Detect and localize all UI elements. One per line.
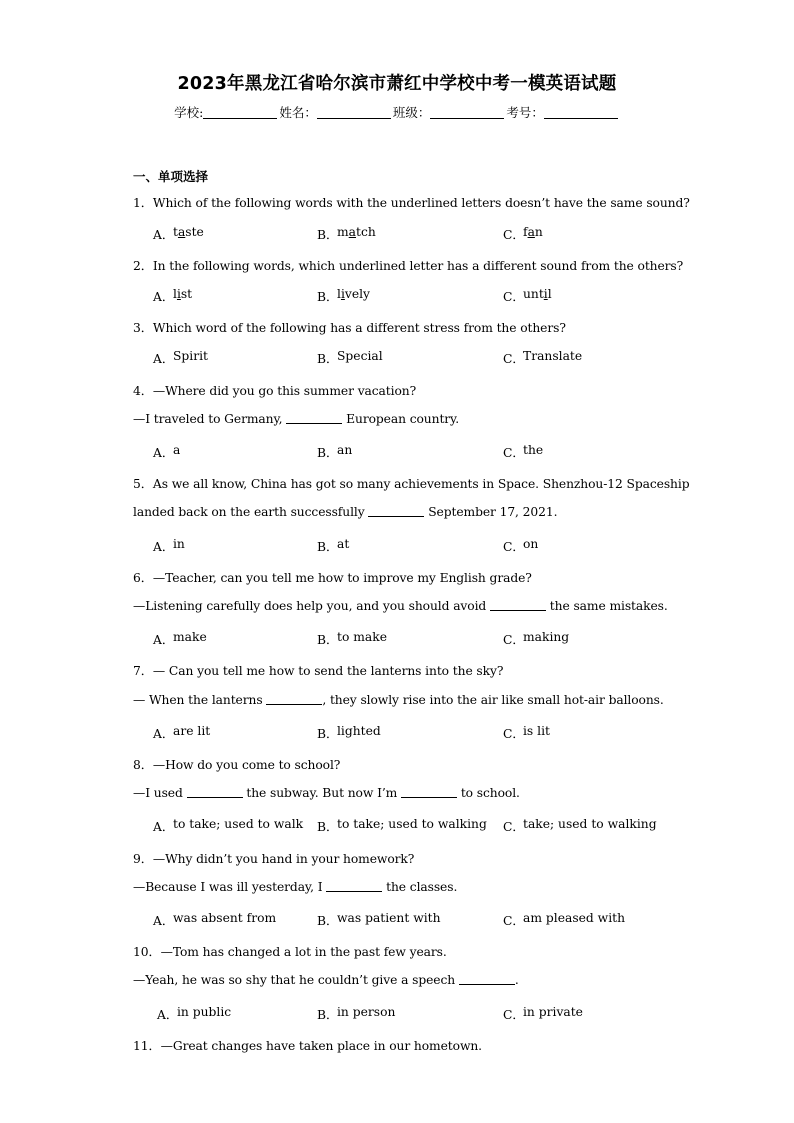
question-text: to school. [457, 786, 520, 800]
option-text: m [337, 225, 349, 239]
underlined-letter: a [527, 225, 535, 239]
option-a[interactable]: in public [177, 1005, 232, 1019]
question-text: September 17, 2021. [424, 505, 558, 519]
question-9-stem [133, 849, 414, 867]
exam-no-blank[interactable] [544, 106, 618, 119]
question-10-stem [133, 942, 447, 960]
option-letter: B． [317, 727, 339, 741]
question-number: 5． [133, 477, 153, 491]
option-letter: C． [503, 914, 525, 928]
question-7-stem [133, 661, 503, 679]
underlined-letter: i [340, 287, 345, 301]
question-text: —Because I was ill yesterday, I [133, 880, 327, 894]
student-info-line [0, 103, 794, 121]
option-text: f [523, 225, 528, 239]
option-a[interactable]: in [173, 537, 185, 551]
answer-blank[interactable] [401, 786, 457, 798]
question-text: landed back on the earth successfully [133, 505, 369, 519]
option-c[interactable] [523, 225, 543, 239]
option-letter: B． [317, 633, 339, 647]
question-text: As we all know, China has got so many achievements in Space. Shenzhou-12 Spaceship [152, 477, 690, 491]
option-letter: C． [503, 446, 525, 460]
question-number: 8． [133, 758, 153, 772]
question-text: —Where did you go this summer vacation? [152, 384, 417, 398]
question-number: 1． [133, 196, 153, 210]
question-10-line2 [133, 973, 519, 987]
option-a[interactable]: Spirit [173, 349, 208, 363]
option-b[interactable]: Special [337, 349, 383, 363]
question-number: 11． [133, 1039, 161, 1053]
option-c[interactable]: is lit [523, 724, 550, 738]
question-8-stem [133, 755, 340, 773]
question-text: the classes. [382, 880, 458, 894]
option-text: vely [344, 287, 370, 301]
question-3-stem [133, 318, 566, 336]
option-text: n [534, 225, 543, 239]
option-text: ste [185, 225, 204, 239]
question-number: 7． [133, 664, 153, 678]
option-letter: A． [153, 820, 175, 834]
option-a[interactable]: to take; used to walk [173, 817, 304, 831]
option-text: st [180, 287, 193, 301]
question-8-line2 [133, 786, 520, 800]
question-text: —Listening carefully does help you, and you should avoid [133, 599, 490, 613]
option-b[interactable] [337, 225, 376, 239]
question-text: the subway. But now I’m [242, 786, 402, 800]
option-c[interactable] [523, 287, 552, 301]
school-blank[interactable] [203, 106, 277, 119]
option-text: unt [523, 287, 544, 301]
question-text: —Teacher, can you tell me how to improve my English grade? [152, 571, 532, 585]
option-letter: C． [503, 228, 525, 242]
question-text: — Can you tell me how to send the lanterns into the sky? [152, 664, 504, 678]
option-text: tch [356, 225, 376, 239]
underlined-letter: a [177, 225, 186, 239]
option-c[interactable]: making [523, 630, 570, 644]
question-number: 10． [133, 945, 161, 959]
option-letter: A． [153, 633, 175, 647]
option-a[interactable]: are lit [173, 724, 211, 738]
option-letter: A． [153, 352, 175, 366]
option-c[interactable]: the [523, 443, 544, 457]
option-letter: B． [317, 290, 339, 304]
class-blank[interactable] [430, 106, 504, 119]
question-6-stem [133, 568, 532, 586]
option-letter: A． [153, 228, 175, 242]
option-c[interactable]: take; used to walking [523, 817, 657, 831]
question-5-stem [133, 474, 689, 492]
question-number: 6． [133, 571, 153, 585]
question-number: 3． [133, 321, 153, 335]
answer-blank[interactable] [286, 412, 342, 424]
exam-no-label: 考号： [506, 105, 544, 120]
question-4-stem [133, 381, 416, 399]
option-c[interactable]: on [523, 537, 539, 551]
question-7-line2 [133, 693, 664, 707]
question-text: Which of the following words with the underlined letters doesn’t have the same sound? [152, 196, 690, 210]
option-letter: B． [317, 228, 339, 242]
answer-blank[interactable] [187, 786, 243, 798]
option-c[interactable]: in private [523, 1005, 583, 1019]
option-a[interactable]: make [173, 630, 207, 644]
option-letter: B． [317, 540, 339, 554]
name-label: 姓名： [279, 105, 317, 120]
option-letter: B． [317, 352, 339, 366]
option-c[interactable]: Translate [523, 349, 583, 363]
question-4-line2 [133, 412, 459, 426]
question-text: , they slowly rise into the air like small hot-air balloons. [322, 693, 664, 707]
question-text: —I used [133, 786, 187, 800]
question-text: —How do you come to school? [152, 758, 341, 772]
option-letter: C． [503, 290, 525, 304]
option-c[interactable]: am pleased with [523, 911, 626, 925]
question-text: —Tom has changed a lot in the past few years. [160, 945, 447, 959]
name-blank[interactable] [317, 106, 391, 119]
exam-title: 2023年黑龙江省哈尔滨市萧红中学校中考一模英语试题 [177, 74, 617, 94]
answer-blank[interactable] [326, 880, 382, 892]
option-text: t [173, 225, 178, 239]
question-text: —Great changes have taken place in our hometown. [160, 1039, 482, 1053]
option-letter: C． [503, 1008, 525, 1022]
option-b[interactable]: an [337, 443, 353, 457]
option-letter: C． [503, 820, 525, 834]
option-letter: C． [503, 727, 525, 741]
question-text: European country. [342, 412, 460, 426]
question-text: . [514, 973, 519, 987]
underlined-letter: i [543, 287, 548, 301]
question-2-stem [133, 256, 683, 274]
question-number: 4． [133, 384, 153, 398]
option-b[interactable]: was patient with [337, 911, 441, 925]
option-text: l [173, 287, 177, 301]
question-text: —I traveled to Germany, [133, 412, 287, 426]
answer-blank[interactable] [266, 693, 322, 705]
question-text: —Why didn’t you hand in your homework? [152, 852, 415, 866]
option-b[interactable]: to make [337, 630, 387, 644]
option-b[interactable]: at [337, 537, 350, 551]
option-letter: A． [153, 290, 175, 304]
question-text: the same mistakes. [546, 599, 668, 613]
option-a[interactable]: was absent from [173, 911, 277, 925]
option-letter: C． [503, 540, 525, 554]
option-letter: B． [317, 446, 339, 460]
answer-blank[interactable] [490, 599, 546, 611]
option-letter: B． [317, 1008, 339, 1022]
school-label: 学校: [174, 105, 204, 120]
option-letter: A． [153, 540, 175, 554]
option-b[interactable] [337, 287, 370, 301]
answer-blank[interactable] [459, 973, 515, 985]
option-a[interactable] [173, 225, 204, 239]
option-a[interactable] [173, 287, 192, 301]
answer-blank[interactable] [368, 505, 424, 517]
question-text: — When the lanterns [133, 693, 267, 707]
option-text: l [337, 287, 341, 301]
option-b[interactable]: in person [337, 1005, 396, 1019]
question-text: In the following words, which underlined letter has a different sound from the others? [152, 259, 684, 273]
section-heading: 一、单项选择 [133, 169, 209, 184]
option-text: l [547, 287, 552, 301]
question-1-stem [133, 193, 690, 211]
option-letter: C． [503, 633, 525, 647]
question-11-stem [133, 1036, 482, 1054]
question-9-line2 [133, 880, 457, 894]
option-letter: A． [157, 1008, 179, 1022]
option-letter: A． [153, 446, 175, 460]
option-letter: C． [503, 352, 525, 366]
question-number: 2． [133, 259, 153, 273]
question-5-line2 [133, 505, 557, 519]
question-6-line2 [133, 599, 668, 613]
option-letter: B． [317, 820, 339, 834]
question-number: 9． [133, 852, 153, 866]
question-text: —Yeah, he was so shy that he couldn’t give a speech [133, 973, 459, 987]
option-letter: A． [153, 727, 175, 741]
option-letter: A． [153, 914, 175, 928]
question-text: Which word of the following has a different stress from the others? [152, 321, 566, 335]
option-letter: B． [317, 914, 339, 928]
underlined-letter: i [176, 287, 181, 301]
underlined-letter: a [348, 225, 357, 239]
option-b[interactable]: to take; used to walking [337, 817, 487, 831]
option-a[interactable]: a [173, 443, 181, 457]
option-b[interactable]: lighted [337, 724, 381, 738]
class-label: 班级： [392, 105, 431, 120]
